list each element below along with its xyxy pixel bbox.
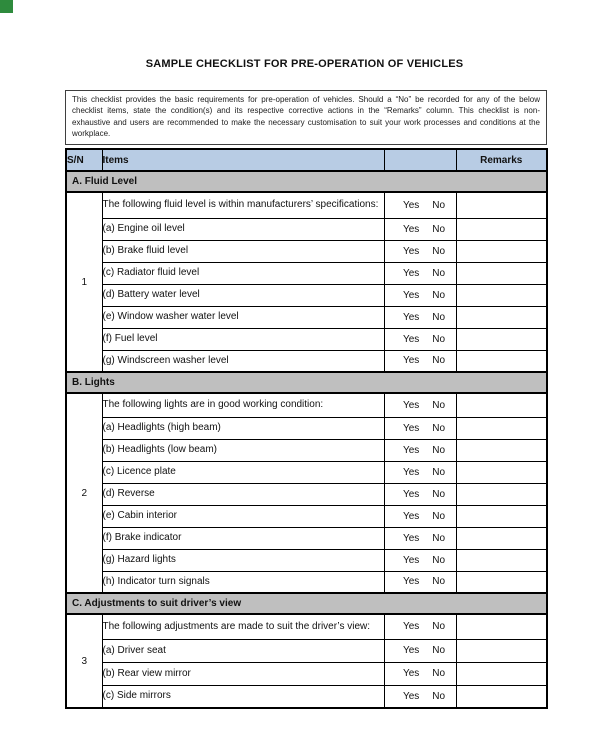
item-label-cell: (a) Engine oil level xyxy=(102,218,384,240)
item-label-cell: The following lights are in good working condition: xyxy=(102,393,384,417)
remarks-cell xyxy=(456,192,547,218)
item-label-cell: (d) Reverse xyxy=(102,483,384,505)
yes-no-options xyxy=(385,511,456,522)
remarks-cell xyxy=(456,306,547,328)
remarks-cell xyxy=(456,218,547,240)
item-label-cell: (a) Headlights (high beam) xyxy=(102,417,384,439)
checklist-row xyxy=(66,350,547,372)
yes-no-cell xyxy=(384,262,456,284)
checklist-row xyxy=(66,417,547,439)
yes-option: Yes xyxy=(402,422,420,434)
remarks-cell xyxy=(456,240,547,262)
no-option: No xyxy=(432,554,446,566)
yes-no-cell xyxy=(384,439,456,461)
yes-no-cell xyxy=(384,284,456,306)
remarks-cell xyxy=(456,262,547,284)
no-option: No xyxy=(432,510,446,522)
no-option: No xyxy=(432,355,446,367)
sn-cell: 1 xyxy=(66,192,102,372)
checklist-row xyxy=(66,483,547,505)
checklist-row xyxy=(66,240,547,262)
yes-no-options xyxy=(385,576,456,587)
item-label-cell: The following fluid level is within manufacturers’ specifications: xyxy=(102,192,384,218)
section-header-lights xyxy=(66,372,547,393)
yes-no-options xyxy=(385,334,456,345)
remarks-cell xyxy=(456,483,547,505)
no-option: No xyxy=(432,466,446,478)
sn-cell: 2 xyxy=(66,393,102,593)
yes-no-options xyxy=(385,224,456,235)
section-header-adjustments xyxy=(66,593,547,614)
checklist-row xyxy=(66,328,547,350)
column-header-response xyxy=(384,149,456,171)
intro-line: exhaustive and users are recommended to make the necessary customisation to suit your work processes and conditions at the xyxy=(72,117,540,127)
checklist-row xyxy=(66,461,547,483)
yes-no-options xyxy=(385,668,456,679)
yes-option: Yes xyxy=(402,645,420,656)
no-option: No xyxy=(432,576,446,588)
yes-no-cell xyxy=(384,393,456,417)
no-option: No xyxy=(432,422,446,434)
item-label-cell: (g) Windscreen washer level xyxy=(102,350,384,372)
yes-no-options xyxy=(385,355,456,366)
column-header-sn: S/N xyxy=(66,149,102,171)
intro-note xyxy=(65,90,547,145)
item-label-cell: (f) Fuel level xyxy=(102,328,384,350)
item-label-cell: (c) Licence plate xyxy=(102,461,384,483)
yes-no-cell xyxy=(384,192,456,218)
item-label-cell: (e) Window washer water level xyxy=(102,306,384,328)
no-option: No xyxy=(432,333,446,345)
yes-no-cell xyxy=(384,328,456,350)
intro-line: This checklist provides the basic requirements for pre-operation of vehicles. Should a “No” be recorded for any of the below xyxy=(72,95,540,104)
yes-no-options xyxy=(385,290,456,301)
no-option: No xyxy=(432,690,446,702)
remarks-cell xyxy=(456,662,547,685)
no-option: No xyxy=(432,668,446,679)
yes-no-options xyxy=(385,533,456,544)
yes-no-cell xyxy=(384,639,456,662)
no-option: No xyxy=(432,444,446,456)
checklist-row xyxy=(66,192,547,218)
item-label-cell: (h) Indicator turn signals xyxy=(102,571,384,593)
column-header-remarks: Remarks xyxy=(456,149,547,171)
yes-no-options xyxy=(385,312,456,323)
checklist-row xyxy=(66,505,547,527)
yes-option: Yes xyxy=(402,355,420,367)
yes-option: Yes xyxy=(402,267,420,279)
section-title: A. Fluid Level xyxy=(66,171,547,192)
yes-option: Yes xyxy=(402,532,420,544)
checklist-row xyxy=(66,527,547,549)
remarks-cell xyxy=(456,350,547,372)
no-option: No xyxy=(432,621,446,633)
yes-option: Yes xyxy=(402,444,420,456)
checklist-row xyxy=(66,439,547,461)
yes-option: Yes xyxy=(402,333,420,345)
remarks-cell xyxy=(456,527,547,549)
no-option: No xyxy=(432,399,446,411)
yes-option: Yes xyxy=(402,245,420,257)
corner-marker xyxy=(0,0,13,13)
remarks-cell xyxy=(456,439,547,461)
checklist-row xyxy=(66,614,547,639)
yes-option: Yes xyxy=(402,289,420,301)
yes-option: Yes xyxy=(402,668,420,679)
checklist-row xyxy=(66,284,547,306)
yes-no-options xyxy=(385,555,456,566)
section-header-fluid-level xyxy=(66,171,547,192)
no-option: No xyxy=(432,199,446,211)
yes-no-options xyxy=(385,400,456,411)
item-label-cell: (b) Brake fluid level xyxy=(102,240,384,262)
yes-no-options xyxy=(385,445,456,456)
no-option: No xyxy=(432,223,446,235)
item-label-cell: The following adjustments are made to suit the driver’s view: xyxy=(102,614,384,639)
yes-option: Yes xyxy=(402,621,420,633)
item-label-cell: (b) Headlights (low beam) xyxy=(102,439,384,461)
yes-option: Yes xyxy=(402,576,420,588)
yes-option: Yes xyxy=(402,466,420,478)
section-title: C. Adjustments to suit driver’s view xyxy=(66,593,547,614)
remarks-cell xyxy=(456,417,547,439)
no-option: No xyxy=(432,532,446,544)
yes-no-options xyxy=(385,467,456,478)
no-option: No xyxy=(432,289,446,301)
checklist-row xyxy=(66,639,547,662)
page-title: SAMPLE CHECKLIST FOR PRE-OPERATION OF VEHICLES xyxy=(145,58,464,70)
no-option: No xyxy=(432,311,446,323)
yes-option: Yes xyxy=(402,199,420,211)
yes-no-options xyxy=(385,645,456,656)
yes-no-cell xyxy=(384,483,456,505)
intro-line: checklist items, state the condition(s) and its respective corrective actions in the “Remarks” column. This checklist is non- xyxy=(72,106,540,116)
yes-option: Yes xyxy=(402,554,420,566)
checklist-row xyxy=(66,549,547,571)
checklist-row xyxy=(66,262,547,284)
yes-no-cell xyxy=(384,461,456,483)
yes-option: Yes xyxy=(402,690,420,702)
yes-no-cell xyxy=(384,350,456,372)
yes-no-options xyxy=(385,423,456,434)
column-header-items: Items xyxy=(102,149,384,171)
yes-no-cell xyxy=(384,417,456,439)
remarks-cell xyxy=(456,639,547,662)
intro-line: workplace. xyxy=(72,129,111,139)
remarks-cell xyxy=(456,685,547,708)
yes-no-cell xyxy=(384,218,456,240)
section-title: B. Lights xyxy=(66,372,547,393)
remarks-cell xyxy=(456,571,547,593)
yes-no-cell xyxy=(384,240,456,262)
yes-no-cell xyxy=(384,571,456,593)
yes-option: Yes xyxy=(402,510,420,522)
yes-no-cell xyxy=(384,685,456,708)
yes-no-cell xyxy=(384,549,456,571)
checklist-row xyxy=(66,306,547,328)
item-label-cell: (c) Radiator fluid level xyxy=(102,262,384,284)
checklist-table xyxy=(65,148,548,709)
yes-no-cell xyxy=(384,505,456,527)
remarks-cell xyxy=(456,461,547,483)
yes-no-options xyxy=(385,246,456,257)
item-label-cell: (g) Hazard lights xyxy=(102,549,384,571)
yes-option: Yes xyxy=(402,488,420,500)
item-label-cell: (f) Brake indicator xyxy=(102,527,384,549)
table-header-row xyxy=(66,149,547,171)
item-label-cell: (e) Cabin interior xyxy=(102,505,384,527)
no-option: No xyxy=(432,267,446,279)
item-label-cell: (c) Side mirrors xyxy=(102,685,384,708)
no-option: No xyxy=(432,645,446,656)
no-option: No xyxy=(432,245,446,257)
yes-no-cell xyxy=(384,614,456,639)
checklist-row xyxy=(66,685,547,708)
yes-no-options xyxy=(385,691,456,702)
yes-no-options xyxy=(385,621,456,632)
checklist-row xyxy=(66,662,547,685)
yes-no-cell xyxy=(384,527,456,549)
remarks-cell xyxy=(456,393,547,417)
remarks-cell xyxy=(456,505,547,527)
yes-no-options xyxy=(385,489,456,500)
yes-no-cell xyxy=(384,306,456,328)
item-label-cell: (d) Battery water level xyxy=(102,284,384,306)
yes-no-options xyxy=(385,200,456,211)
remarks-cell xyxy=(456,284,547,306)
remarks-cell xyxy=(456,549,547,571)
yes-no-options xyxy=(385,268,456,279)
item-label-cell: (b) Rear view mirror xyxy=(102,662,384,685)
no-option: No xyxy=(432,488,446,500)
sn-cell: 3 xyxy=(66,614,102,708)
remarks-cell xyxy=(456,614,547,639)
remarks-cell xyxy=(456,328,547,350)
yes-no-cell xyxy=(384,662,456,685)
checklist-row xyxy=(66,393,547,417)
yes-option: Yes xyxy=(402,399,420,411)
yes-option: Yes xyxy=(402,311,420,323)
yes-option: Yes xyxy=(402,223,420,235)
checklist-row xyxy=(66,218,547,240)
checklist-row xyxy=(66,571,547,593)
item-label-cell: (a) Driver seat xyxy=(102,639,384,662)
